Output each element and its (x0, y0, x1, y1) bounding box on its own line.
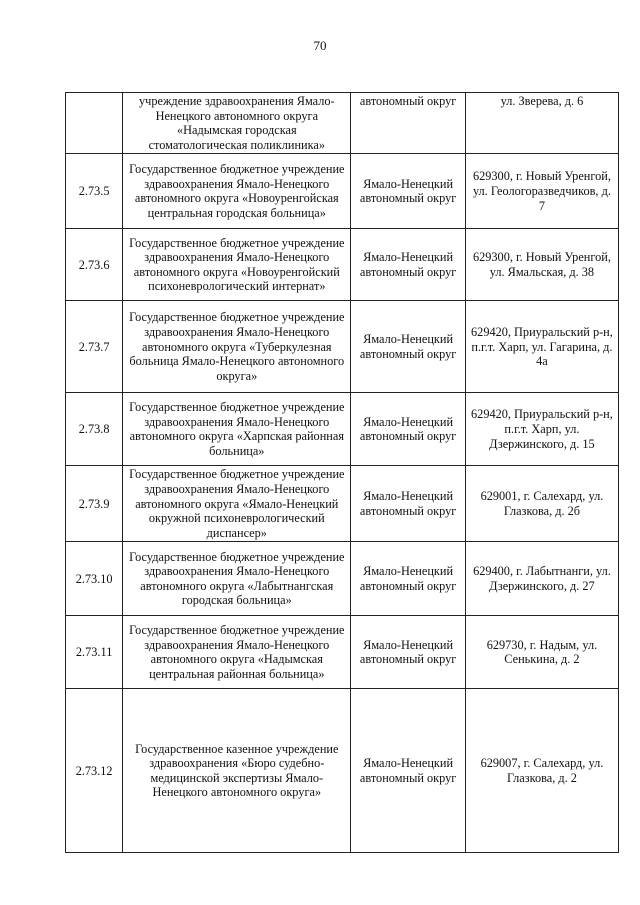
table-row (66, 393, 619, 466)
row-number: 2.73.11 (66, 616, 123, 689)
institution-name: Государственное бюджетное учреждение здравоохранения Ямало-Ненецкого автономного округа «Новоуренгойская центральная городская больница» (123, 154, 351, 229)
address: 629400, г. Лабытнанги, ул. Дзержинского, д. 27 (465, 542, 618, 616)
row-number: 2.73.6 (66, 229, 123, 301)
institutions-table (65, 92, 619, 853)
region: Ямало-Ненецкий автономный округ (351, 689, 466, 853)
institution-name: учреждение здравоохранения Ямало-Ненецкого автономного округа «Надымская городская стоматологическая поликлиника» (123, 93, 351, 154)
address: 629007, г. Салехард, ул. Глазкова, д. 2 (465, 689, 618, 853)
institution-name: Государственное бюджетное учреждение здравоохранения Ямало-Ненецкого автономного округа «Туберкулезная больница Ямало-Ненецкого автономного округа» (123, 301, 351, 393)
page-number: 70 (313, 38, 327, 53)
region: Ямало-Ненецкий автономный округ (351, 229, 466, 301)
row-number: 2.73.8 (66, 393, 123, 466)
address: 629420, Приуральский р-н, п.г.т. Харп, ул. Гагарина, д. 4а (465, 301, 618, 393)
row-number (66, 93, 123, 154)
institution-name: Государственное бюджетное учреждение здравоохранения Ямало-Ненецкого автономного округа «Ямало-Ненецкий окружной психоневрологический диспансер» (123, 466, 351, 542)
region: Ямало-Ненецкий автономный округ (351, 393, 466, 466)
table-row (66, 542, 619, 616)
table-row (66, 301, 619, 393)
institution-name: Государственное бюджетное учреждение здравоохранения Ямало-Ненецкого автономного округа «Новоуренгойский психоневрологический интернат» (123, 229, 351, 301)
institution-name: Государственное казенное учреждение здравоохранения «Бюро судебно-медицинской экспертизы Ямало-Ненецкого автономного округа» (123, 689, 351, 853)
table-row (66, 689, 619, 853)
table-row (66, 93, 619, 154)
row-number: 2.73.9 (66, 466, 123, 542)
institution-name: Государственное бюджетное учреждение здравоохранения Ямало-Ненецкого автономного округа «Надымская центральная районная больница» (123, 616, 351, 689)
region: Ямало-Ненецкий автономный округ (351, 154, 466, 229)
address: 629001, г. Салехард, ул. Глазкова, д. 2б (465, 466, 618, 542)
institution-name: Государственное бюджетное учреждение здравоохранения Ямало-Ненецкого автономного округа «Харпская районная больница» (123, 393, 351, 466)
address: ул. Зверева, д. 6 (465, 93, 618, 154)
region: автономный округ (351, 93, 466, 154)
table-row (66, 154, 619, 229)
table-row (66, 466, 619, 542)
row-number: 2.73.7 (66, 301, 123, 393)
row-number: 2.73.10 (66, 542, 123, 616)
region: Ямало-Ненецкий автономный округ (351, 542, 466, 616)
region: Ямало-Ненецкий автономный округ (351, 616, 466, 689)
table-row (66, 616, 619, 689)
table-row (66, 229, 619, 301)
region: Ямало-Ненецкий автономный округ (351, 466, 466, 542)
region: Ямало-Ненецкий автономный округ (351, 301, 466, 393)
address: 629300, г. Новый Уренгой, ул. Геологоразведчиков, д. 7 (465, 154, 618, 229)
address: 629730, г. Надым, ул. Сенькина, д. 2 (465, 616, 618, 689)
address: 629300, г. Новый Уренгой, ул. Ямальская, д. 38 (465, 229, 618, 301)
row-number: 2.73.12 (66, 689, 123, 853)
row-number: 2.73.5 (66, 154, 123, 229)
institution-name: Государственное бюджетное учреждение здравоохранения Ямало-Ненецкого автономного округа «Лабытнангская городская больница» (123, 542, 351, 616)
address: 629420, Приуральский р-н, п.г.т. Харп, ул. Дзержинского, д. 15 (465, 393, 618, 466)
